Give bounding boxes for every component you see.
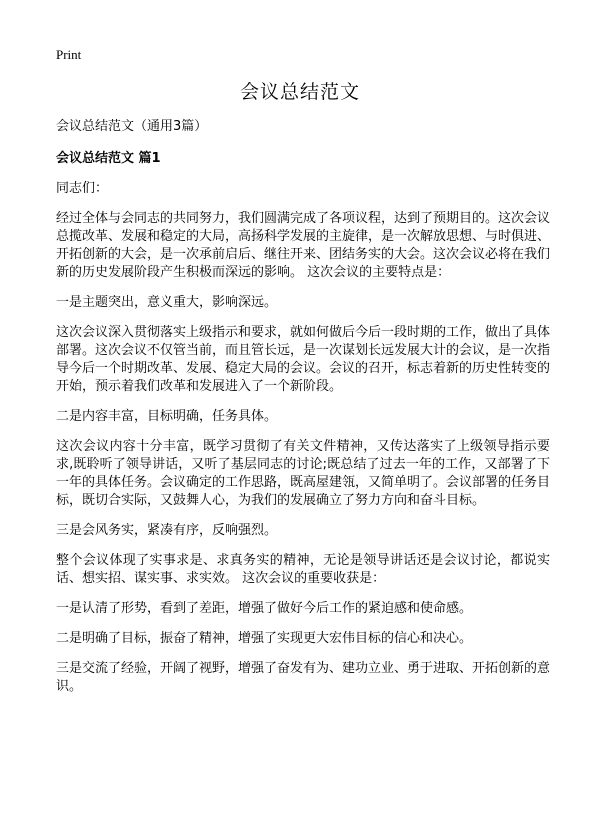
print-label: Print bbox=[56, 47, 82, 62]
paragraph-point-1: 一是主题突出，意义重大，影响深远。 bbox=[56, 295, 278, 310]
document-subtitle: 会议总结范文（通用3篇） bbox=[56, 119, 208, 134]
paragraph-gain-1: 一是认清了形势，看到了差距，增强了做好今后工作的紧迫感和使命感。 bbox=[56, 601, 473, 616]
document-body bbox=[56, 118, 550, 708]
section-heading: 会议总结范文 篇1 bbox=[56, 151, 161, 166]
paragraph-point-3-detail: 整个会议体现了实事求是、求真务实的精神，无论是领导讲话还是会议讨论，都说实话、想实招、谋实事、求实效。 这次会议的重要收获是： bbox=[56, 553, 550, 586]
paragraph-gain-3: 三是交流了经验，开阔了视野，增强了奋发有为、建功立业、勇于进取、开拓创新的意识。 bbox=[56, 661, 551, 694]
paragraph-salutation: 同志们： bbox=[56, 181, 109, 196]
paragraph-point-1-detail: 这次会议深入贯彻落实上级指示和要求，就如何做后今后一段时期的工作，做出了具体部署。这次会议不仅管当前，而且管长远，是一次谋划长远发展大计的会议，是一次指导今后一个时期改革、发展、稳定大局的会议。会议的召开，标志着新的历史性转变的开始，预示着我们改革和发展进入了一个新阶段。 bbox=[56, 325, 551, 394]
paragraph-intro: 经过全体与会同志的共同努力，我们圆满完成了各项议程，达到了预期目的。这次会议总揽改革、发展和稳定的大局，高扬科学发展的主旋律，是一次解放思想、与时俱进、开拓创新的大会，是一次承前启后、继往开来、团结务实的大会。这次会议必将在我们新的历史发展阶段产生积极而深远的影响。 这次会议的主要特点是： bbox=[56, 211, 551, 280]
paragraph-point-3: 三是会风务实，紧凑有序，反响强烈。 bbox=[56, 523, 278, 538]
paragraph-point-2-detail: 这次会议内容十分丰富，既学习贯彻了有关文件精神，又传达落实了上级领导指示要求,既聆听了领导讲话，又听了基层同志的讨论;既总结了过去一年的工作，又部署了下一年的具体任务。会议确定的工作思路，既高屋建瓴，又简单明了。会议部署的任务目标，既切合实际，又鼓舞人心，为我们的发展确立了努力方向和奋斗目标。 bbox=[56, 439, 551, 508]
paragraph-gain-2: 二是明确了目标，振奋了精神，增强了实现更大宏伟目标的信心和决心。 bbox=[56, 631, 473, 646]
document-title: 会议总结范文 bbox=[239, 81, 360, 103]
paragraph-point-2: 二是内容丰富，目标明确，任务具体。 bbox=[56, 409, 278, 424]
